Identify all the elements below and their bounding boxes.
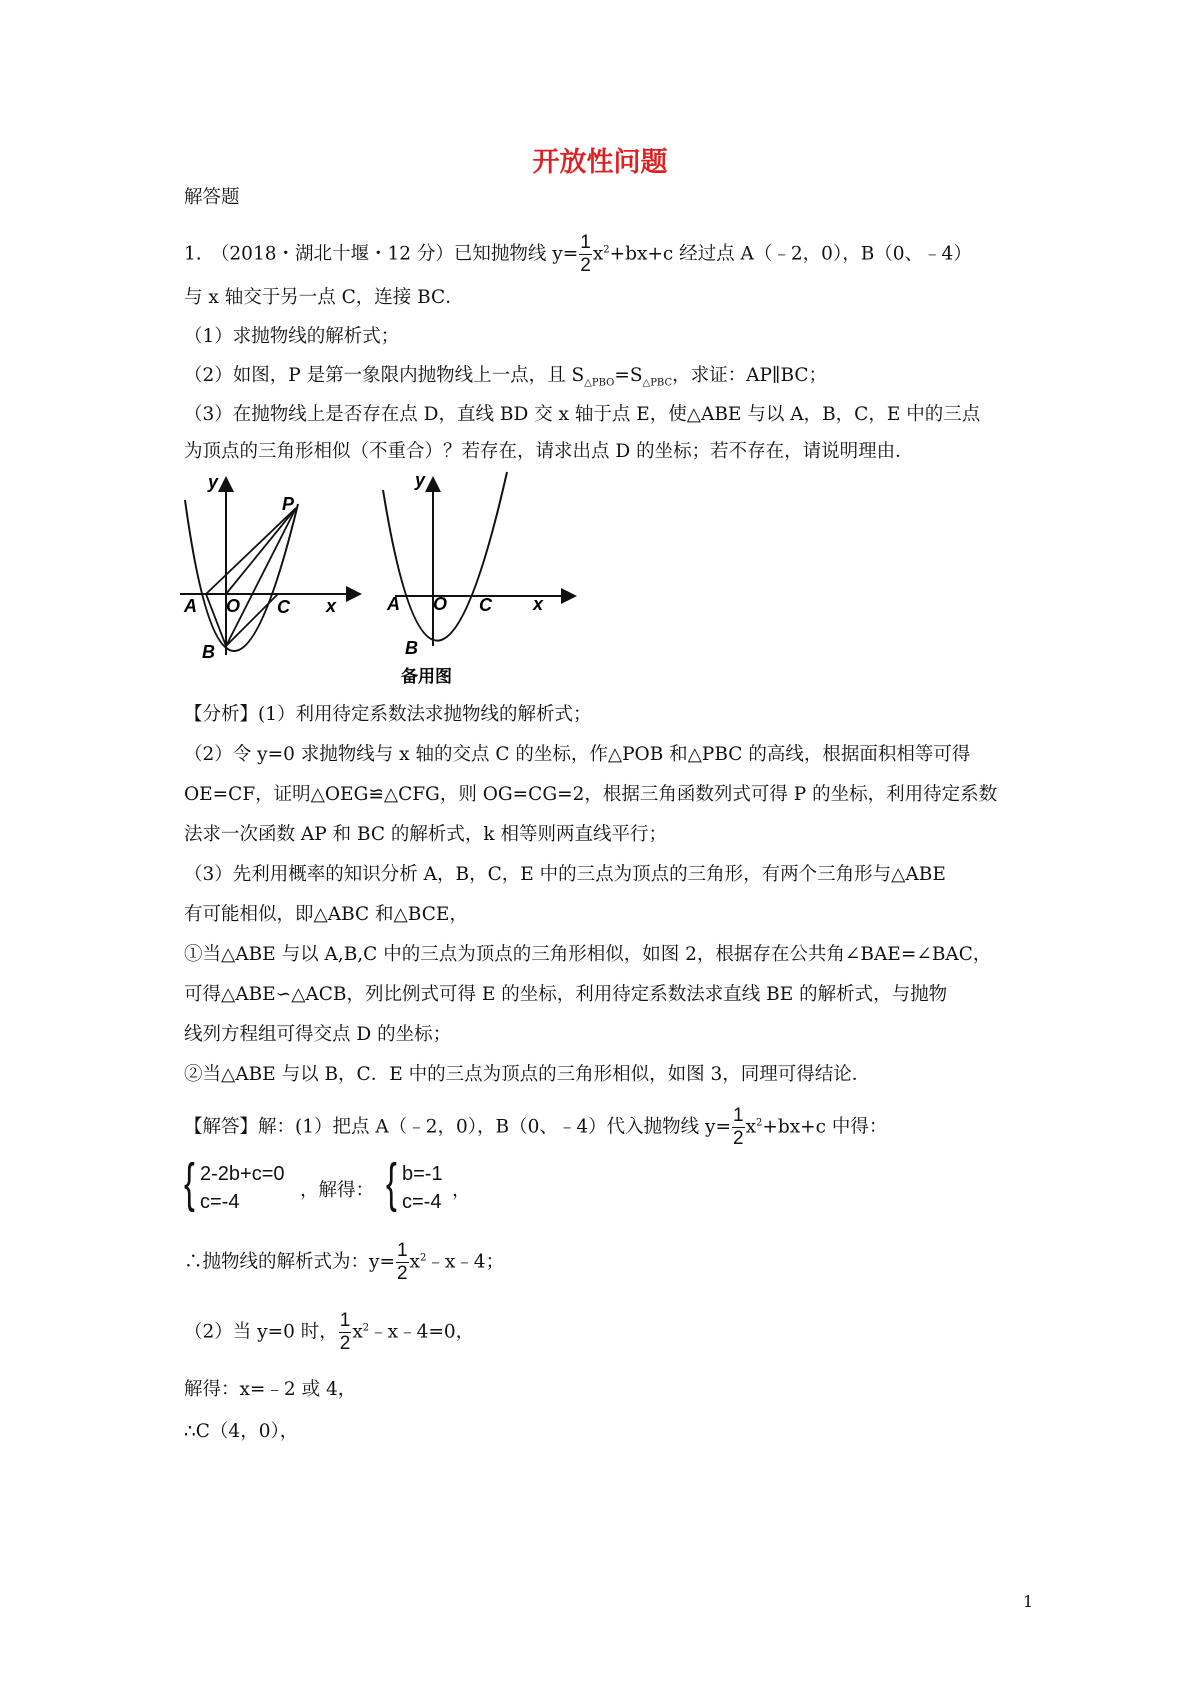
solution-line-5: 解得：x=﹣2 或 4， (184, 1379, 357, 1400)
problem-text: 1. （2018・湖北十堰・12 分）已知抛物线 y= (184, 243, 579, 265)
label-y: y (208, 472, 219, 492)
problem-line-1: 1. （2018・湖北十堰・12 分）已知抛物线 y= $\frac{1}{2}$ $x^2+bx+c$ 经过点 A（﹣2，0），B（0、﹣4） (184, 232, 972, 276)
triangle-lines (206, 508, 296, 646)
figure-caption: 备用图 (401, 667, 452, 686)
analysis-line-8: 可得△ABE∽△ACB，列比例式可得 E 的坐标，利用待定系数法求直线 BE 的解析式，与抛物 (184, 984, 948, 1005)
label-P: P (282, 494, 295, 514)
page-number: 1 (1023, 1592, 1034, 1611)
label-O: O (226, 596, 241, 616)
section-heading: 解答题 (184, 187, 240, 208)
part-3-line-1: （3）在抛物线上是否存在点 D，直线 BD 交 x 轴于点 E，使△ABE 与以 A，B，C，E 中的三点 (184, 404, 981, 425)
label-B: B (202, 642, 215, 662)
figure-1 (180, 470, 370, 670)
label-y: y (415, 470, 426, 490)
solution-line-6: ∴C（4，0）， (184, 1421, 299, 1442)
fraction: $\frac{1}{2}$ (396, 1240, 408, 1284)
problem-line-2: 与 x 轴交于另一点 C，连接 BC． (184, 287, 464, 308)
figure-2 (387, 470, 595, 690)
parabola (383, 472, 507, 641)
analysis-line-1: 【分析】(1）利用待定系数法求抛物线的解析式； (184, 704, 592, 725)
solve-text: ，解得： (300, 1180, 375, 1201)
analysis-line-7: ①当△ABE 与以 A,B,C 中的三点为顶点的三角形相似，如图 2，根据存在公共角∠BAE=∠BAC， (184, 944, 992, 965)
part-3-line-2: 为顶点的三角形相似（不重合）？若存在，请求出点 D 的坐标；若不存在，请说明理由． (184, 441, 914, 462)
label-A: A (387, 594, 400, 614)
equation-system-2: { b=-1 c=-4 (386, 1153, 443, 1213)
solution-line-1: 【解答】解：(1）把点 A（﹣2，0），B（0、﹣4）代入抛物线 y= $\frac{1}{2}$ $x^2+bx+c$ 中得： (184, 1105, 888, 1149)
fraction: $\frac{1}{2}$ (733, 1105, 744, 1149)
analysis-line-9: 线列方程组可得交点 D 的坐标； (184, 1024, 452, 1045)
analysis-line-2: （2）令 y=0 求抛物线与 x 轴的交点 C 的坐标，作△POB 和△PBC 的高线，根据面积相等可得 (184, 744, 971, 765)
label-C: C (277, 597, 290, 617)
part-2: （2）如图，P 是第一象限内抛物线上一点，且 $S_{\triangle PBO}=S_{\triangle PBC}$，求证：AP∥BC； (184, 365, 828, 389)
fraction: $\frac{1}{2}$ (339, 1310, 351, 1354)
system-end: ， (452, 1180, 471, 1201)
page-title: 开放性问题 (532, 147, 668, 178)
analysis-line-4: 法求一次函数 AP 和 BC 的解析式，k 相等则两直线平行； (184, 824, 668, 845)
label-C: C (479, 595, 492, 615)
label-B: B (405, 638, 418, 658)
analysis-line-6: 有可能相似，即△ABC 和△BCE， (184, 904, 468, 925)
part-1: （1）求抛物线的解析式； (184, 326, 400, 347)
equation-system-1: { 2-2b+c=0 c=-4 (184, 1153, 285, 1213)
label-x: x (326, 596, 337, 616)
label-A: A (184, 596, 197, 616)
analysis-line-3: OE=CF，证明△OEG≌△CFG，则 OG=CG=2，根据三角函数列式可得 P 的坐标，利用待定系数 (184, 784, 998, 805)
analysis-line-10: ②当△ABE 与以 B，C．E 中的三点为顶点的三角形相似，如图 3，同理可得结论． (184, 1064, 871, 1085)
label-x: x (533, 594, 544, 614)
analysis-line-5: （3）先利用概率的知识分析 A，B，C，E 中的三点为顶点的三角形，有两个三角形与△ABE (184, 864, 946, 885)
label-O: O (433, 594, 448, 614)
solution-line-4: （2）当 y=0 时， $\frac{1}{2}$ $x^2﹣x﹣4=0$， (184, 1310, 475, 1354)
fraction: $\frac{1}{2}$ (580, 232, 591, 276)
solution-line-3: ∴抛物线的解析式为：y= $\frac{1}{2}$ $x^2﹣x﹣4$； (184, 1240, 505, 1284)
